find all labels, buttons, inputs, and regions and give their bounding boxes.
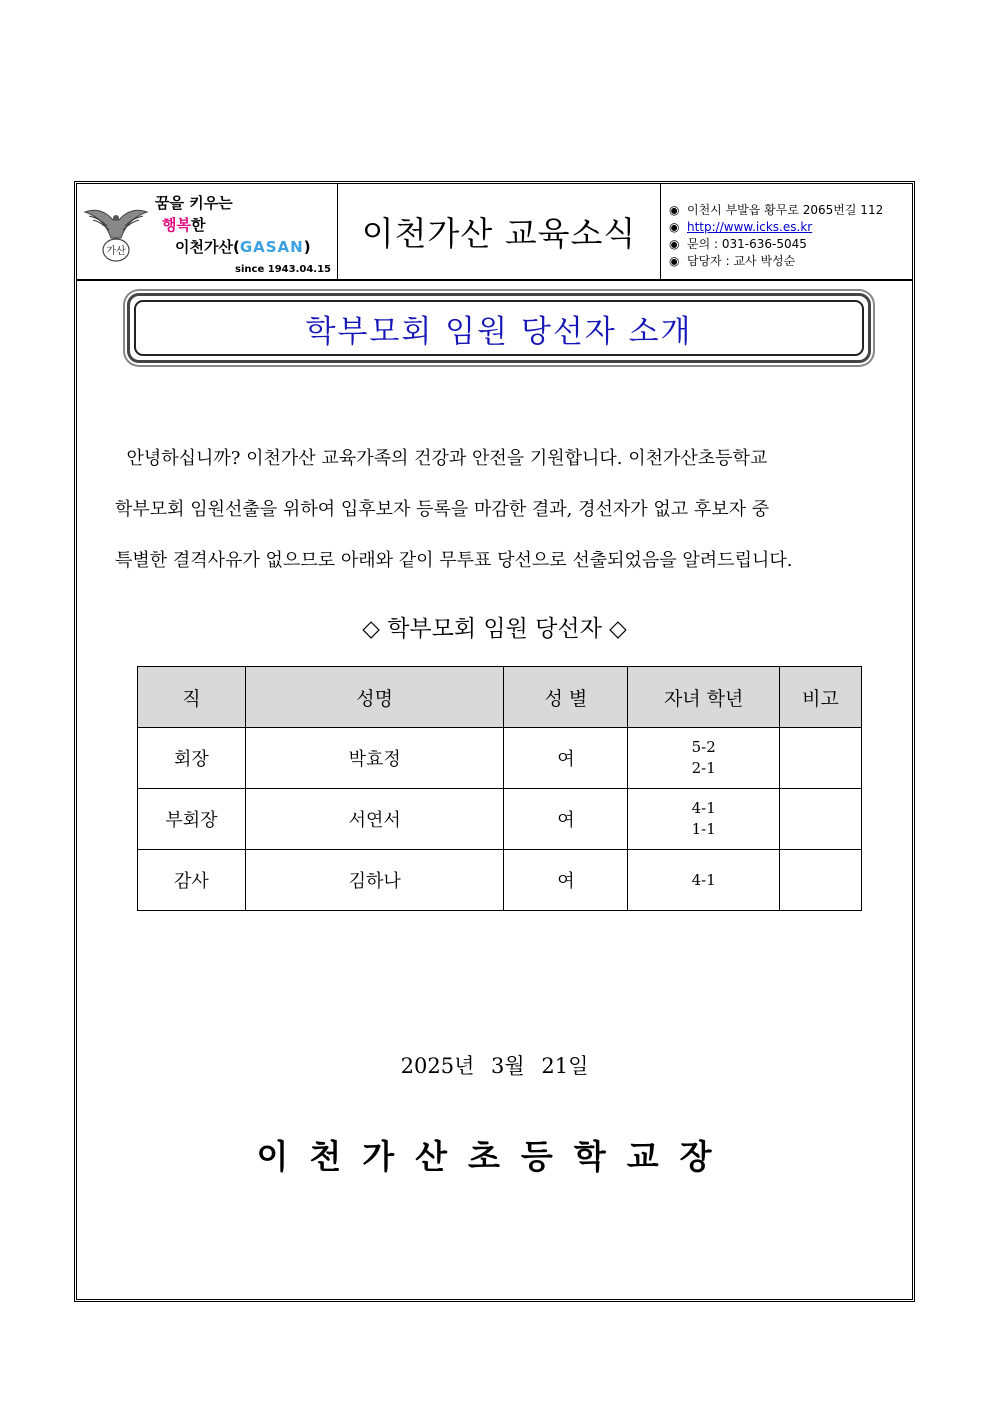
grade-line: 2-1	[691, 759, 716, 777]
grade-line: 4-1	[691, 799, 716, 817]
slogan-line-2	[162, 214, 311, 236]
header-name: 성명	[245, 667, 504, 728]
cell-gender: 여	[504, 850, 628, 911]
eagle-emblem-icon	[83, 198, 149, 264]
cell-note	[780, 850, 862, 911]
table-subtitle: ◇ 학부모회 임원 당선자 ◇	[362, 616, 627, 642]
cell-name: 박효정	[245, 728, 504, 789]
header-child-grade: 자녀 학년	[628, 667, 780, 728]
cell-name: 서연서	[245, 789, 504, 850]
school-slogan	[153, 192, 311, 258]
info-address-text: 이천시 부발읍 황무로 2065번길 112	[687, 203, 884, 217]
cell-gender: 여	[504, 789, 628, 850]
bullet-icon: ◉	[669, 254, 680, 268]
info-contact-text: 담당자 : 교사 박성순	[687, 254, 796, 268]
page-frame	[74, 181, 915, 1302]
banner-title: 학부모회 임원 당선자 소개	[134, 300, 864, 356]
newsletter-title: 이천가산 교육소식	[338, 184, 661, 279]
cell-note	[780, 789, 862, 850]
table-header-row	[138, 667, 862, 728]
cell-position: 감사	[138, 850, 246, 911]
info-contact-person	[669, 253, 912, 270]
cell-grade	[628, 850, 780, 911]
bullet-icon: ◉	[669, 237, 680, 251]
slogan-happy: 행복	[162, 216, 191, 234]
info-phone	[669, 236, 912, 253]
logo-cell	[77, 184, 338, 279]
contact-info	[661, 184, 912, 279]
announcement-body	[115, 433, 885, 586]
header-note: 비고	[780, 667, 862, 728]
cell-gender: 여	[504, 728, 628, 789]
cell-position: 회장	[138, 728, 246, 789]
slogan-line-1: 꿈을 키우는	[155, 194, 233, 212]
slogan-line-3	[175, 236, 311, 258]
grade-line: 4-1	[691, 870, 716, 889]
grade-line: 1-1	[691, 820, 716, 838]
table-row	[138, 789, 862, 850]
principal-signature: 이천가산초등학교장	[256, 1137, 733, 1176]
slogan-gasan: GASAN	[239, 238, 304, 256]
header-position: 직	[138, 667, 246, 728]
bullet-icon: ◉	[669, 203, 680, 217]
issue-date: 2025년 3월 21일	[400, 1054, 589, 1078]
body-line-3: 특별한 결격사유가 없으므로 아래와 같이 무투표 당선으로 선출되었음을 알려드립니다.	[115, 550, 793, 571]
info-address	[669, 202, 912, 219]
website-link[interactable]: http://www.icks.es.kr	[687, 220, 813, 234]
cell-note	[780, 728, 862, 789]
body-line-2: 학부모회 임원선출을 위하여 입후보자 등록을 마감한 결과, 경선자가 없고 후보자 중	[115, 499, 770, 520]
body-line-1: 안녕하십니까? 이천가산 교육가족의 건강과 안전을 기원합니다. 이천가산초등학교	[115, 448, 768, 469]
table-row	[138, 728, 862, 789]
slogan-suffix: 한	[190, 216, 206, 234]
since-label: since 1943.04.15	[235, 264, 331, 275]
cell-grade	[628, 789, 780, 850]
info-website	[669, 219, 912, 236]
cell-name: 김하나	[245, 850, 504, 911]
table-row	[138, 850, 862, 911]
officer-table	[137, 666, 862, 911]
cell-grade	[628, 728, 780, 789]
bullet-icon: ◉	[669, 220, 680, 234]
grade-line: 5-2	[691, 738, 716, 756]
newsletter-header	[77, 184, 912, 281]
slogan-school: 이천가산(	[175, 238, 240, 256]
slogan-close-paren: )	[303, 238, 311, 256]
cell-position: 부회장	[138, 789, 246, 850]
info-phone-text: 문의 : 031-636-5045	[687, 237, 807, 251]
header-gender: 성 별	[504, 667, 628, 728]
title-banner	[127, 293, 871, 363]
logo-caption: 가산	[106, 246, 126, 257]
